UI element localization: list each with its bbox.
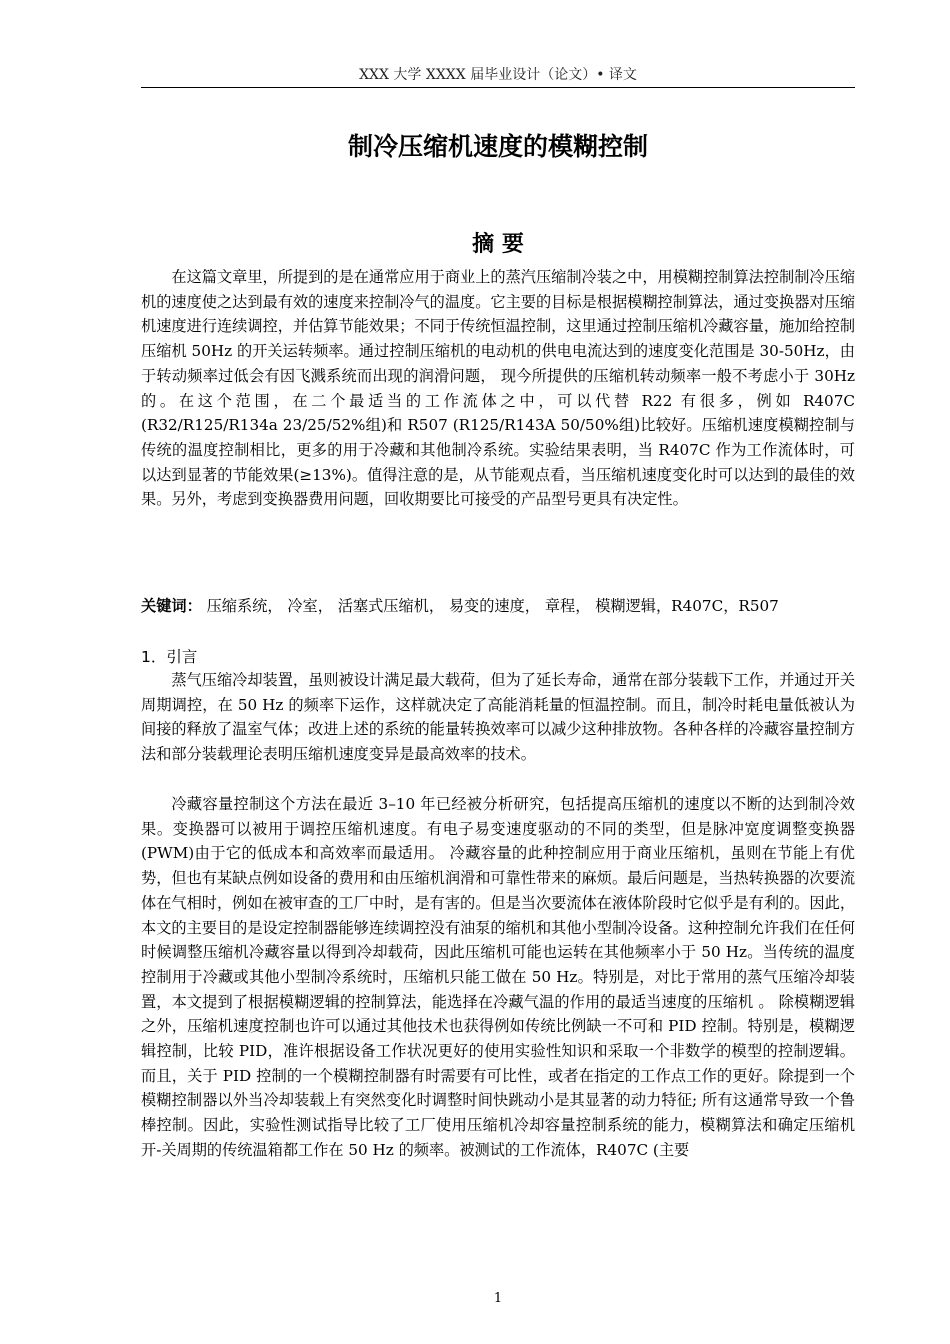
keywords-line [141, 594, 855, 619]
body-paragraph: 冷藏容量控制这个方法在最近 3–10 年已经被分析研究，包括提高压缩机的速度以不断的达到制冷效果。变换器可以被用于调控压缩机速度。有电子易变速度驱动的不同的类型，但是脉冲宽度调整变换器(PWM)由于它的低成本和高效率而最适用。 冷藏容量的此种控制应用于商业压缩机，虽则在节能上有优势，但也有某缺点例如设备的费用和由压缩机润滑和可靠性带来的麻烦。最后问题是，当热转换器的次要流体在气相时，例如在被审查的工厂中时，是有害的。但是当次要流体在液体阶段时它似乎是有利的。因此，本文的主要目的是设定控制器能够连续调控没有油泵的缩机和其他小型制冷设备。这种控制允许我们在任何时候调整压缩机冷藏容量以得到冷却载荷，因此压缩机可能也运转在其他频率小于 50 Hz。当传统的温度控制用于冷藏或其他小型制冷系统时，压缩机只能工做在 50 Hz。特别是，对比于常用的蒸气压缩冷却装置，本文提到了根据模糊逻辑的控制算法，能选择在冷藏气温的作用的最适当速度的压缩机 。 除模糊逻辑之外，压缩机速度控制也许可以通过其他技术也获得例如传统比例缺一不可和 PID 控制。特别是，模糊逻辑控制，比较 PID，准许根据设备工作状况更好的使用实验性知识和采取一个非数学的模型的控制逻辑。而且，关于 PID 控制的一个模糊控制器有时需要有可比性，或者在指定的工作点工作的更好。除提到一个模糊控制器以外当冷却装载上有突然变化时调整时间快跳动小是其显著的动力特征; 所有这通常导致一个鲁棒控制。因此，实验性测试指导比较了工厂使用压缩机冷却容量控制系统的能力，模糊算法和确定压缩机开-关周期的传统温箱都工作在 50 Hz 的频率。被测试的工作流体，R407C (主要 [141, 795, 855, 1159]
abstract-heading: 摘 要 [472, 232, 524, 257]
header-divider [141, 87, 855, 88]
keywords-label: 关键词： [141, 597, 202, 615]
section-heading-introduction: 1．引言 [141, 648, 198, 666]
abstract-paragraph: 在这篇文章里，所提到的是在通常应用于商业上的蒸汽压缩制冷装之中，用模糊控制算法控制制冷压缩机的速度使之达到最有效的速度来控制冷气的温度。它主要的目标是根据模糊控制算法，通过变换器对压缩机速度进行连续调控，并估算节能效果；不同于传统恒温控制，这里通过控制压缩机冷藏容量，施加给控制压缩机 50Hz 的开关运转频率。通过控制压缩机的电动机的供电电流达到的速度变化范围是 30-50Hz，由于转动频率过低会有因飞溅系统而出现的润滑问题， 现今所提供的压缩机转动频率一般不考虑小于 30Hz 的。在这个范围，在二个最适当的工作流体之中，可以代替 R22 有很多，例如 R407C (R32/R125/R134a 23/25/52%组)和 R507 (R125/R143A 50/50%组)比较好。压缩机速度模糊控制与传统的温度控制相比，更多的用于冷藏和其他制冷系统。实验结果表明，当 R407C 作为工作流体时，可以达到显著的节能效果(≥13%)。值得注意的是，从节能观点看，当压缩机速度变化时可以达到的最佳的效果。另外，考虑到变换器费用问题，回收期要比可接受的产品型号更具有决定性。 [141, 268, 855, 509]
running-header: XXX 大学 XXXX 届毕业设计（论文）• 译文 [359, 67, 637, 83]
page-number: 1 [493, 1291, 503, 1306]
document-title: 制冷压缩机速度的模糊控制 [347, 132, 648, 161]
keywords-text: 压缩系统， 冷室， 活塞式压缩机， 易变的速度， 章程， 模糊逻辑，R407C，R507 [201, 597, 779, 615]
body-paragraph: 蒸气压缩冷却装置，虽则被设计满足最大载荷，但为了延长寿命，通常在部分装载下工作，并通过开关周期调控，在 50 Hz 的频率下运作，这样就决定了高能消耗量的恒温控制。而且，制冷时耗电量低被认为间接的释放了温室气体；改进上述的系统的能量转换效率可以减少这种排放物。各种各样的冷藏容量控制方法和部分装载理论表明压缩机速度变异是最高效率的技术。 [141, 671, 855, 764]
